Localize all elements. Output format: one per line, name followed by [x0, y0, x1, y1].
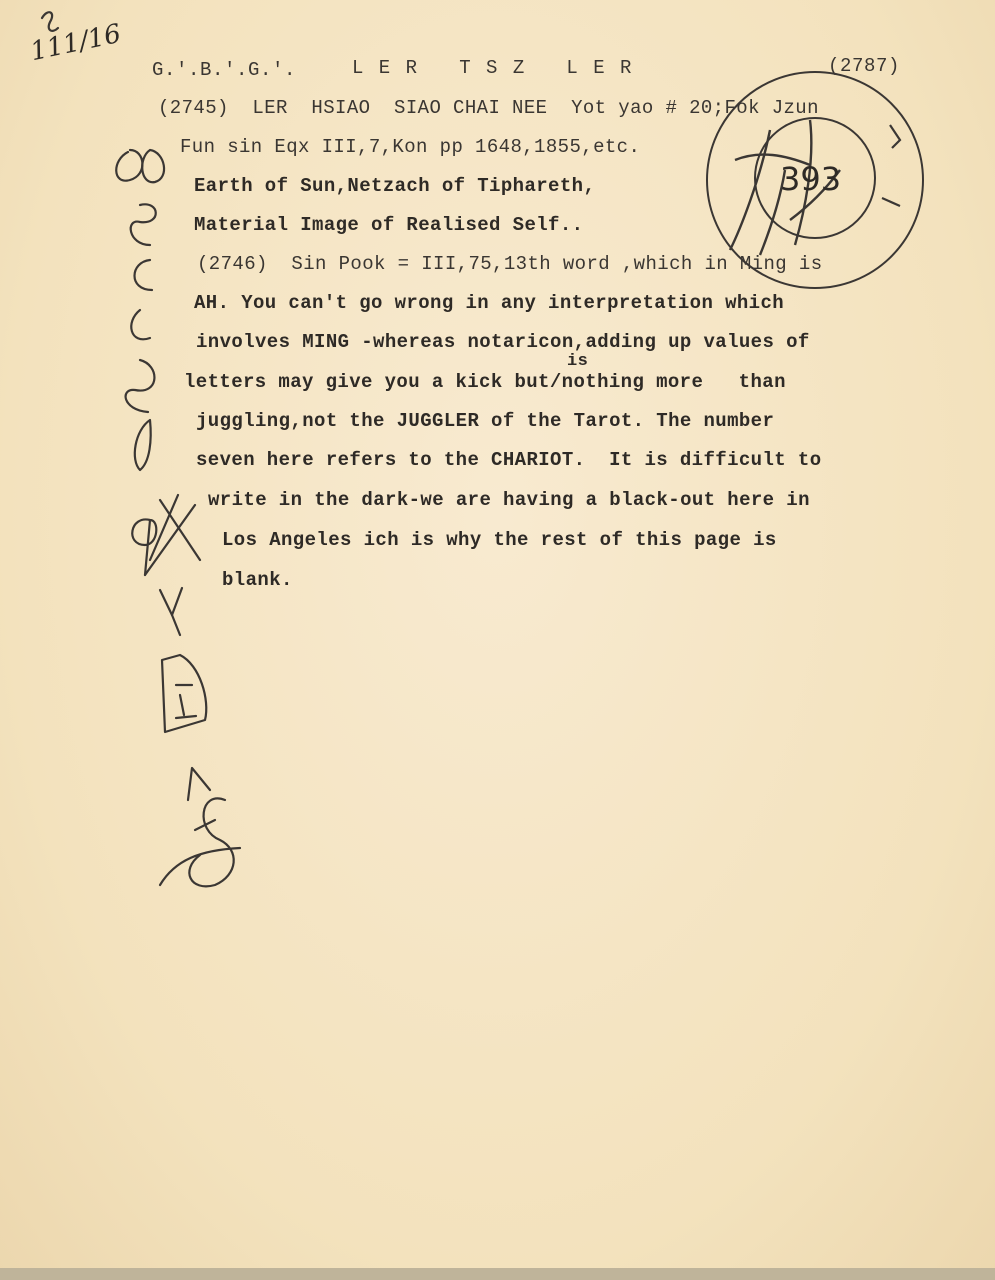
- body-line: Earth of Sun,Netzach of Tiphareth,: [194, 175, 596, 197]
- margin-reference-number: 111/16: [27, 18, 124, 68]
- circular-stamp: [700, 70, 930, 290]
- header-left: G.'.B.'.G.'.: [152, 59, 297, 81]
- body-line: letters may give you a kick but/nothing more than: [184, 371, 786, 393]
- body-line: (2746) Sin Pook = III,75,13th word ,which in Ming is: [197, 253, 823, 275]
- header-title: L E R T S Z L E R: [352, 57, 634, 79]
- body-line: juggling,not the JUGGLER of the Tarot. The number: [196, 410, 775, 432]
- body-line-insert: is: [567, 352, 589, 371]
- body-line: Fun sin Eqx III,7,Kon pp 1648,1855,etc.: [180, 136, 641, 158]
- header-ref-number: (2787): [828, 55, 901, 77]
- body-line: AH. You can't go wrong in any interpretation which: [194, 292, 785, 314]
- body-line: (2745) LER HSIAO SIAO CHAI NEE Yot yao # 20;Fok Jzun: [158, 97, 819, 119]
- body-line: blank.: [222, 569, 293, 591]
- page-bottom-edge: [0, 1268, 995, 1280]
- stamp-number: 393: [780, 160, 842, 198]
- body-line: Los Angeles ich is why the rest of this page is: [222, 529, 777, 551]
- body-line: seven here refers to the CHARIOT. It is difficult to: [196, 449, 822, 471]
- body-line: Material Image of Realised Self..: [194, 214, 584, 236]
- body-line: involves MING -whereas notaricon,adding up values of: [196, 331, 810, 353]
- body-line: write in the dark-we are having a black-out here in: [208, 489, 810, 511]
